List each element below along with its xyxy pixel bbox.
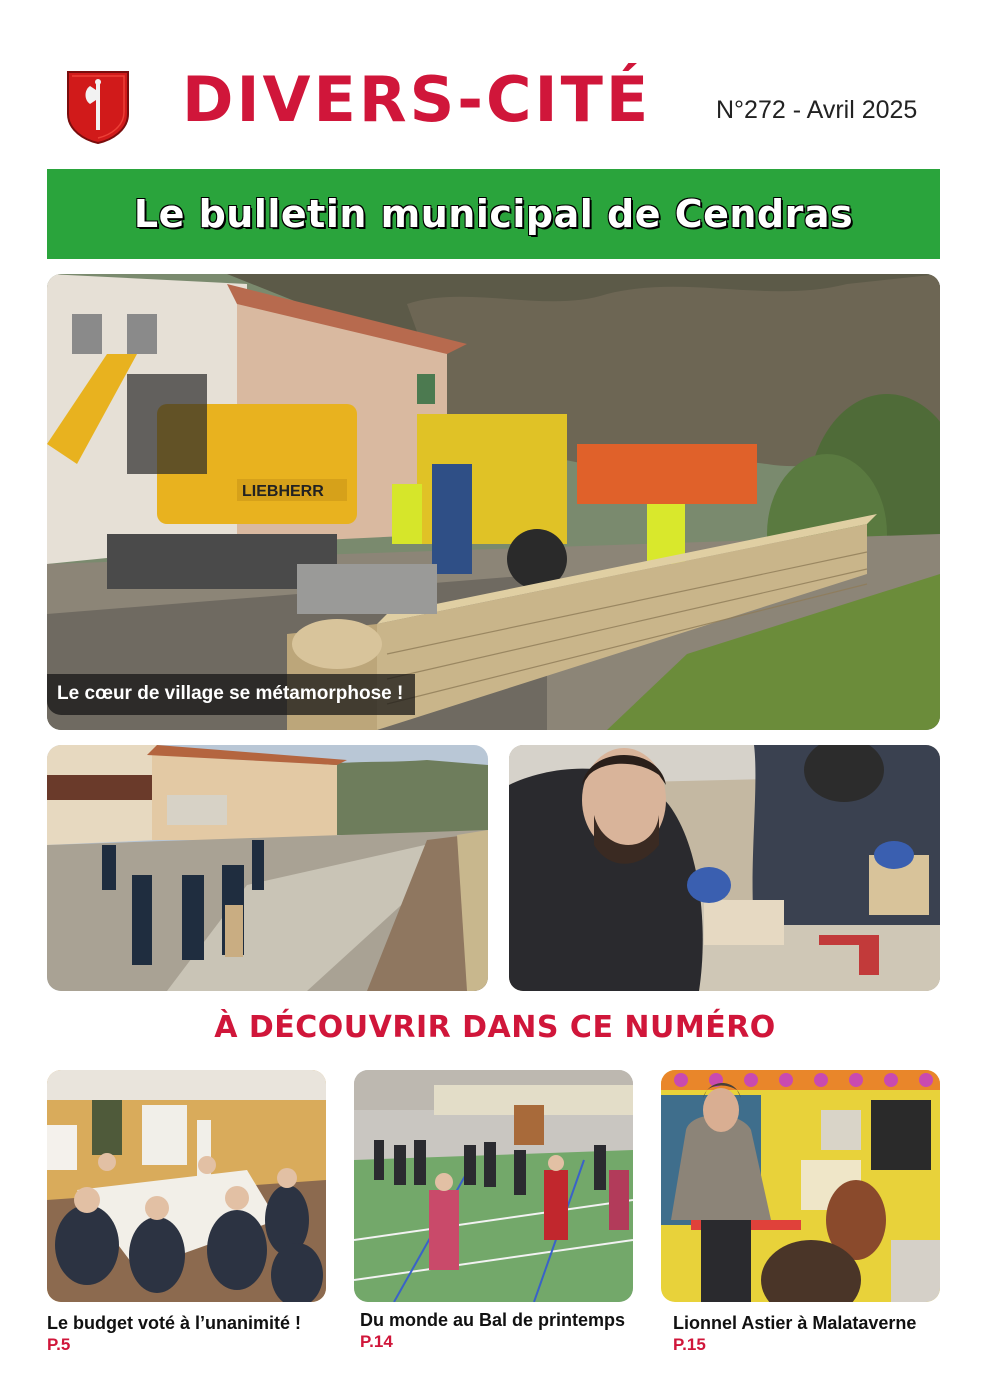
banner-text: Le bulletin municipal de Cendras bbox=[133, 192, 854, 236]
item-page-astier: P.15 bbox=[673, 1335, 706, 1354]
item-title-budget: Le budget voté à l’unanimité ! bbox=[47, 1313, 302, 1333]
item-page-bal: P.14 bbox=[360, 1332, 393, 1351]
hero-photo-construction bbox=[47, 274, 940, 730]
photo-village-square bbox=[47, 745, 488, 991]
subtitle-banner bbox=[47, 169, 940, 259]
thumb-council-meeting bbox=[47, 1070, 326, 1302]
town-crest-logo bbox=[66, 70, 130, 144]
item-title-astier: Lionnel Astier à Malataverne bbox=[673, 1313, 917, 1333]
item-title-bal: Du monde au Bal de printemps bbox=[360, 1310, 626, 1330]
publication-title: DIVERS-CITÉ bbox=[182, 63, 652, 136]
thumb-classroom-visit bbox=[661, 1070, 940, 1302]
photo-stone-masons bbox=[509, 745, 940, 991]
hero-caption: Le cœur de village se métamorphose ! bbox=[47, 674, 415, 715]
section-heading: À DÉCOUVRIR DANS CE NUMÉRO bbox=[214, 1010, 776, 1045]
issue-number: N°272 - Avril 2025 bbox=[716, 96, 918, 124]
item-page-budget: P.5 bbox=[47, 1335, 71, 1354]
thumb-spring-dance bbox=[354, 1070, 633, 1302]
svg-text:LIEBHERR: LIEBHERR bbox=[242, 483, 324, 500]
